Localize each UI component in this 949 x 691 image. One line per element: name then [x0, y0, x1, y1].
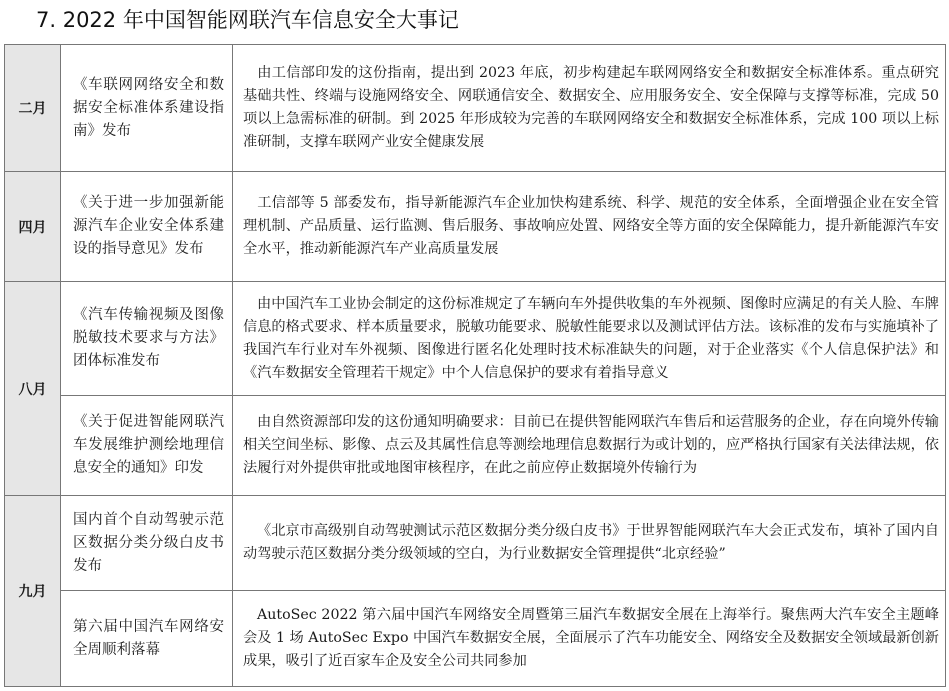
event-description [233, 496, 946, 591]
event-title: 《汽车传输视频及图像脱敏技术要求与方法》团体标准发布 [61, 282, 233, 396]
event-description-text: 工信部等 5 部委发布，指导新能源汽车企业加快构建系统、科学、规范的安全体系，全面增强企业在安全管理机制、产品质量、运行监测、售后服务、事故响应处置、网络安全等方面的安全保障能力，提升新能源汽车安全水平，推动新能源汽车产业高质量发展 [243, 195, 939, 257]
table-row [5, 591, 946, 687]
month-cell: 二月 [5, 45, 61, 172]
event-description-text: 由工信部印发的这份指南，提出到 2023 年底，初步构建起车联网网络安全和数据安全标准体系。重点研究基础共性、终端与设施网络安全、网联通信安全、数据安全、应用服务安全、安全保障与支撑等标准，完成 50 项以上急需标准的研制。到 2025 年形成较为完善的车联网网络安全和数据安全标准体系，完成 100 项以上标准研制，支撑车联网产业安全健康发展 [243, 65, 939, 150]
event-description-text: 《北京市高级别自动驾驶测试示范区数据分类分级白皮书》于世界智能网联汽车大会正式发布，填补了国内自动驾驶示范区数据分类分级领域的空白，为行业数据安全管理提供“北京经验” [243, 523, 939, 562]
event-title: 《关于促进智能网联汽车发展维护测绘地理信息安全的通知》印发 [61, 396, 233, 496]
table-row [5, 496, 946, 591]
month-cell: 八月 [5, 282, 61, 496]
section-heading: 7. 2022 年中国智能网联汽车信息安全大事记 [36, 8, 459, 32]
month-cell: 四月 [5, 172, 61, 282]
event-description [233, 45, 946, 172]
event-title: 国内首个自动驾驶示范区数据分类分级白皮书发布 [61, 496, 233, 591]
table-row [5, 45, 946, 172]
table-row [5, 282, 946, 396]
month-cell: 九月 [5, 496, 61, 687]
event-description [233, 172, 946, 282]
events-table [4, 44, 946, 687]
table-row [5, 172, 946, 282]
event-title: 《车联网网络安全和数据安全标准体系建设指南》发布 [61, 45, 233, 172]
event-title: 第六届中国汽车网络安全周顺利落幕 [61, 591, 233, 687]
event-description-text: 由中国汽车工业协会制定的这份标准规定了车辆向车外提供收集的车外视频、图像时应满足的有关人脸、车牌信息的格式要求、样本质量要求，脱敏功能要求、脱敏性能要求以及测试评估方法。该标准的发布与实施填补了我国汽车行业对车外视频、图像进行匿名化处理时技术标准缺失的问题，对于企业落实《个人信息保护法》和《汽车数据安全管理若干规定》中个人信息保护的要求有着指导意义 [243, 295, 939, 381]
event-description [233, 396, 946, 496]
event-description [233, 282, 946, 396]
event-description [233, 591, 946, 687]
event-description-text: 由自然资源部印发的这份通知明确要求：目前已在提供智能网联汽车售后和运营服务的企业，存在向境外传输相关空间坐标、影像、点云及其属性信息等测绘地理信息数据行为或计划的，应严格执行国家有关法律法规，依法履行对外提供审批或地图审核程序，在此之前应停止数据境外传输行为 [243, 414, 939, 476]
event-description-text: AutoSec 2022 第六届中国汽车网络安全周暨第三届汽车数据安全展在上海举行。聚焦两大汽车安全主题峰会及 1 场 AutoSec Expo 中国汽车数据安全展，全面展示了汽车功能安全、网络安全及数据安全领域最新创新成果，吸引了近百家车企及安全公司共同参加 [243, 607, 939, 669]
event-title: 《关于进一步加强新能源汽车企业安全体系建设的指导意见》发布 [61, 172, 233, 282]
table-row [5, 396, 946, 496]
